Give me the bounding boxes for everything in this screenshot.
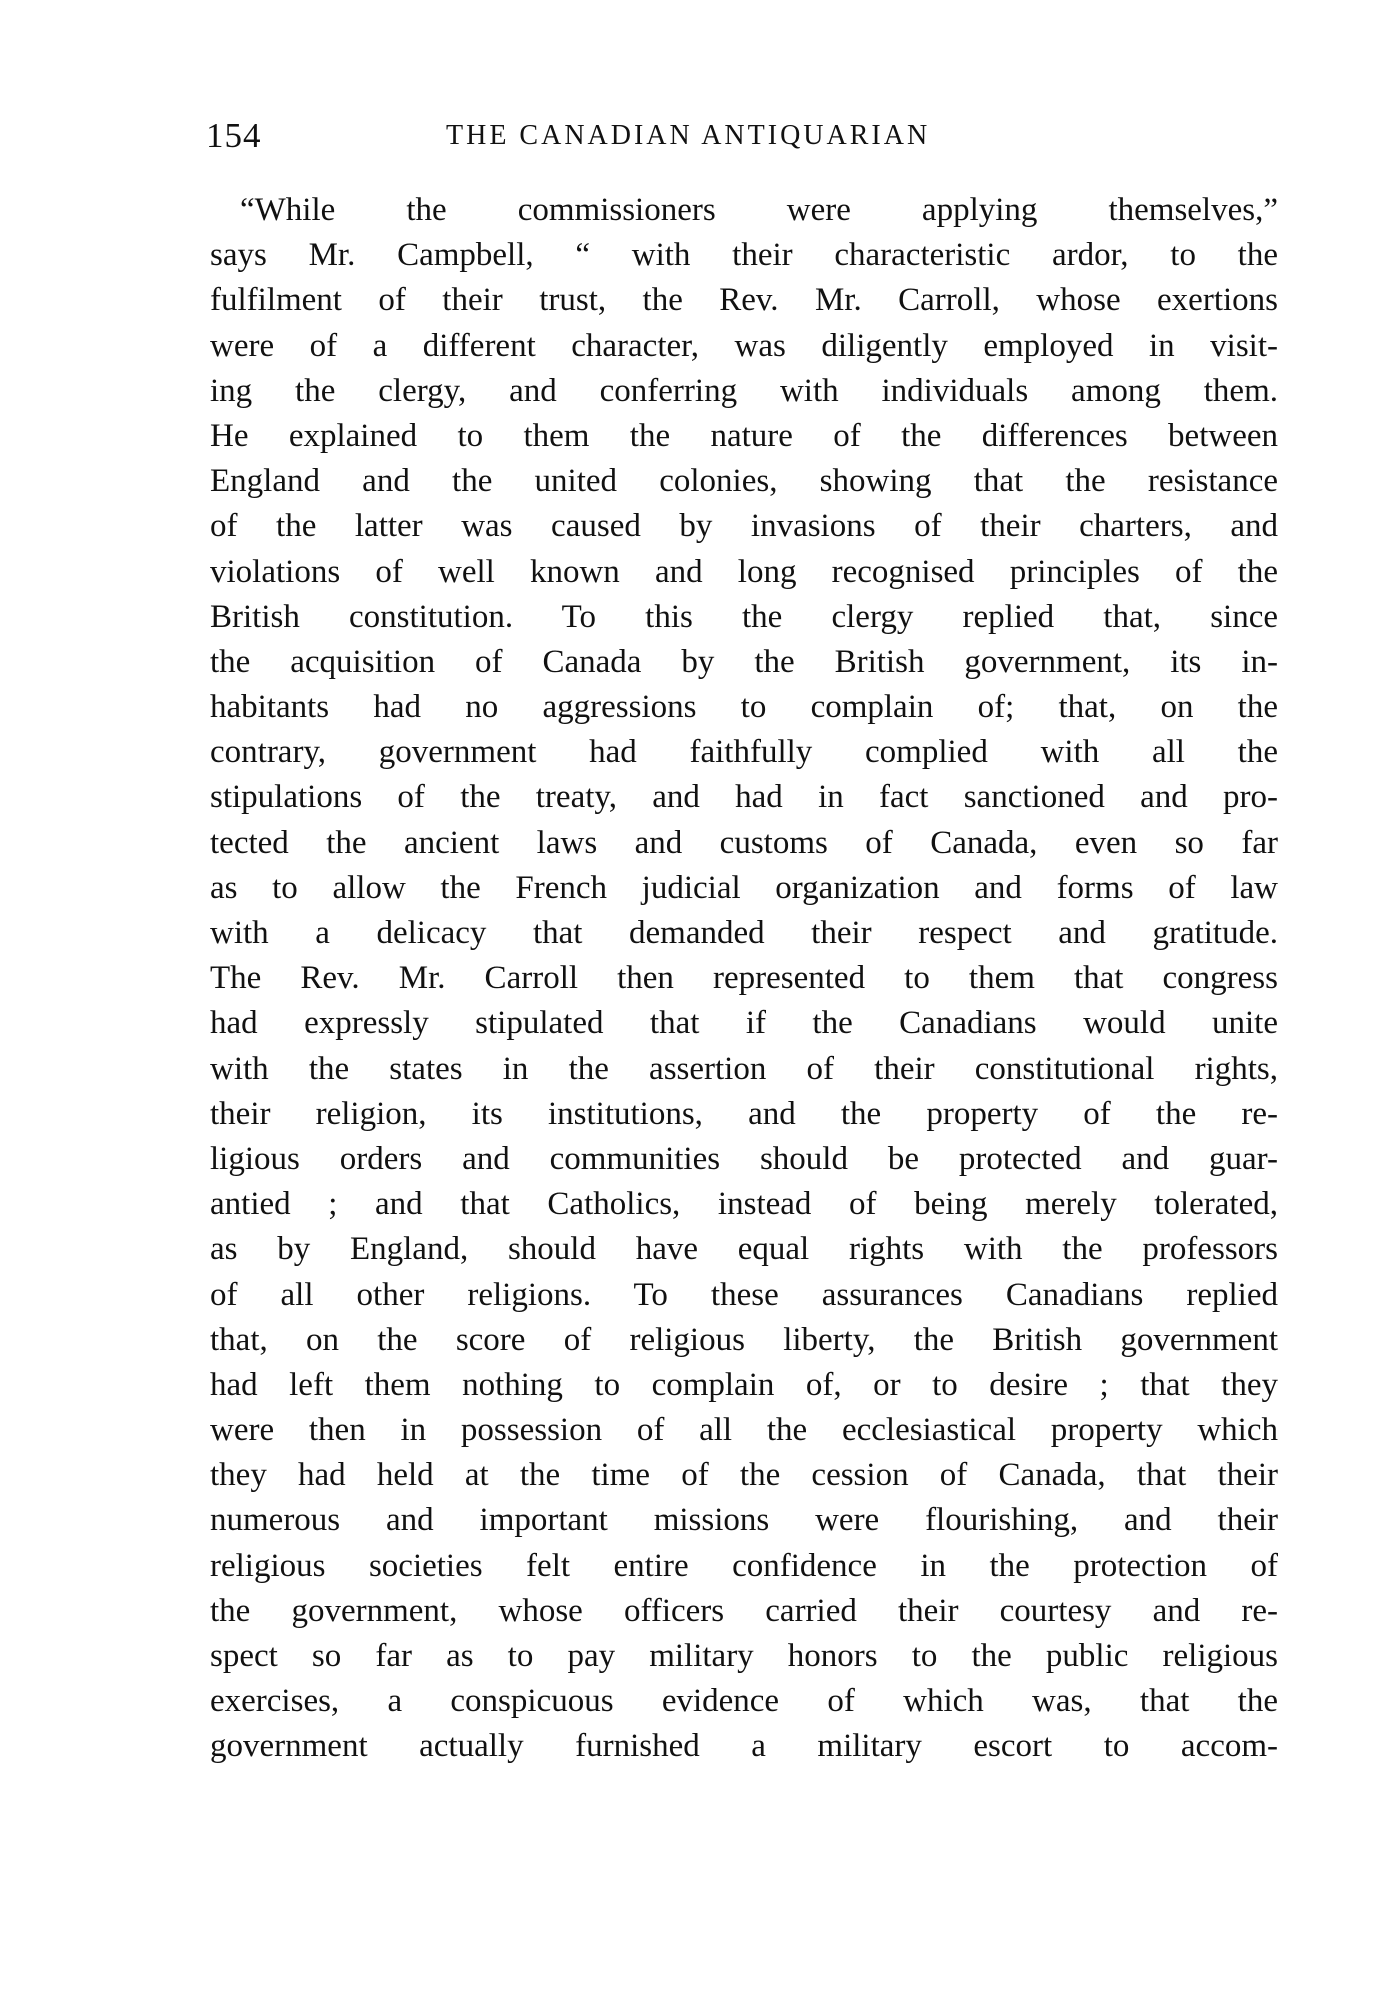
running-title: THE CANADIAN ANTIQUARIAN (446, 120, 931, 151)
text-line: “While the commissioners were applying themselves,” (240, 192, 1278, 228)
text-line: fulfilment of their trust, the Rev. Mr. Carroll, whose exertions (210, 282, 1278, 319)
text-line: they had held at the time of the cession of Canada, that their (210, 1457, 1278, 1494)
text-line: British constitution. To this the clergy replied that, since (210, 598, 1278, 635)
text-line: as by England, should have equal rights with the professors (210, 1231, 1278, 1268)
text-line: were then in possession of all the ecclesiastical property which (210, 1412, 1278, 1449)
text-line: stipulations of the treaty, and had in fact sanctioned and pro- (210, 779, 1278, 816)
text-line: exercises, a conspicuous evidence of which was, that the (210, 1683, 1278, 1720)
text-line: violations of well known and long recognised principles of the (210, 553, 1278, 590)
text-line: were of a different character, was diligently employed in visit- (210, 327, 1278, 364)
text-line: as to allow the French judicial organization and forms of law (210, 869, 1278, 906)
text-line: that, on the score of religious liberty, the British government (210, 1321, 1278, 1358)
text-line: with the states in the assertion of their constitutional rights, (210, 1050, 1278, 1087)
text-line: antied ; and that Catholics, instead of being merely tolerated, (210, 1186, 1278, 1223)
text-line: religious societies felt entire confidence in the protection of (210, 1547, 1278, 1584)
text-line: had left them nothing to complain of, or to desire ; that they (210, 1366, 1278, 1403)
body-text (210, 188, 1278, 1770)
text-line: England and the united colonies, showing that the resistance (210, 463, 1278, 500)
page-header (206, 112, 1266, 160)
text-line: numerous and important missions were flourishing, and their (210, 1502, 1278, 1539)
text-line: The Rev. Mr. Carroll then represented to them that congress (210, 960, 1278, 997)
page-number: 154 (206, 116, 262, 155)
text-line: contrary, government had faithfully complied with all the (210, 734, 1278, 771)
text-line: of all other religions. To these assurances Canadians replied (210, 1276, 1278, 1313)
text-line: habitants had no aggressions to complain of; that, on the (210, 689, 1278, 726)
text-line: spect so far as to pay military honors to the public religious (210, 1638, 1278, 1674)
text-line: the acquisition of Canada by the British government, its in- (210, 643, 1278, 680)
text-line: ing the clergy, and conferring with individuals among them. (210, 372, 1278, 409)
text-line: of the latter was caused by invasions of their charters, and (210, 508, 1278, 545)
text-line: tected the ancient laws and customs of Canada, even so far (210, 824, 1278, 861)
text-line: with a delicacy that demanded their respect and gratitude. (210, 915, 1278, 951)
text-line: says Mr. Campbell, “ with their characteristic ardor, to the (210, 237, 1278, 274)
text-line: He explained to them the nature of the differences between (210, 417, 1278, 454)
text-line: ligious orders and communities should be protected and guar- (210, 1140, 1278, 1177)
text-line: had expressly stipulated that if the Canadians would unite (210, 1005, 1278, 1042)
text-line: the government, whose officers carried their courtesy and re- (210, 1592, 1278, 1629)
text-line: government actually furnished a military escort to accom- (210, 1728, 1278, 1765)
text-line: their religion, its institutions, and the property of the re- (210, 1095, 1278, 1132)
